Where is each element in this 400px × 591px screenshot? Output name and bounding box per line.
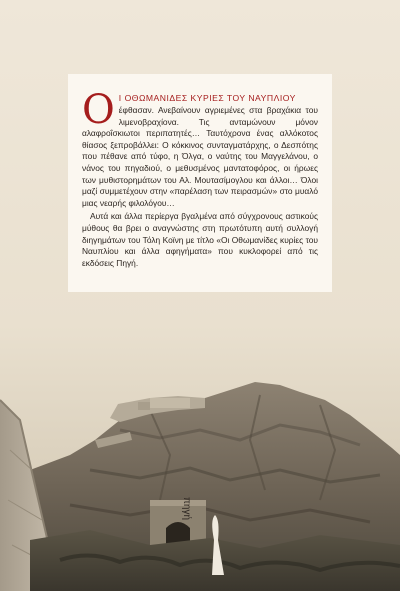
synopsis-panel — [68, 74, 332, 292]
book-heading: Ι ΟΘΩΜΑΝΙΔΕΣ ΚΥΡΙΕΣ ΤΟΥ ΝΑΥΠΛΙΟΥ — [118, 93, 296, 103]
drop-cap: Ο — [82, 87, 115, 133]
synopsis-paragraph-1: έφθασαν. Ανεβαίνουν αγριεμένες στα βραχάκια του λιμενοβραχίονα. Τις ανταμώνουν μόνον αλαφροΐσκιωτοι περιπατητές… Ταυτόχρονα ένας αλλόκοτος θίασος ξεπροβάλλει: Ο κόκκινος συνταγματάρχης, ο Δεσπότης που πέθανε από τύφο, η Όλγα, ο ναύτης του Μαγγελάνου, ο νάνος του πηγαδιού, ο μεθυσμένος μαντατοφόρος, οι ήρωες των μυθιστορημάτων του Αλ. Μουτασίμογλου και άλλοι… Όλοι μαζί συμμετέχουν στην «παρέλαση των πειρασμών» στο μυαλό μιας νεαρής φιλολόγου… — [82, 105, 318, 208]
publisher-mark: πηγή — [181, 497, 192, 521]
synopsis-paragraph-2: Αυτά και άλλα περίεργα βγαλμένα από σύγχρονους αστικούς μύθους θα βρει ο αναγνώστης στη πρωτότυπη αυτή συλλογή διηγημάτων του Τόλη Κοϊνη με τίτλο «Οι Οθωμανίδες κυρίες του Ναυπλίου και άλλα αφηγήματα» που κυκλοφορεί από τις εκδόσεις Πηγή. — [82, 211, 318, 268]
